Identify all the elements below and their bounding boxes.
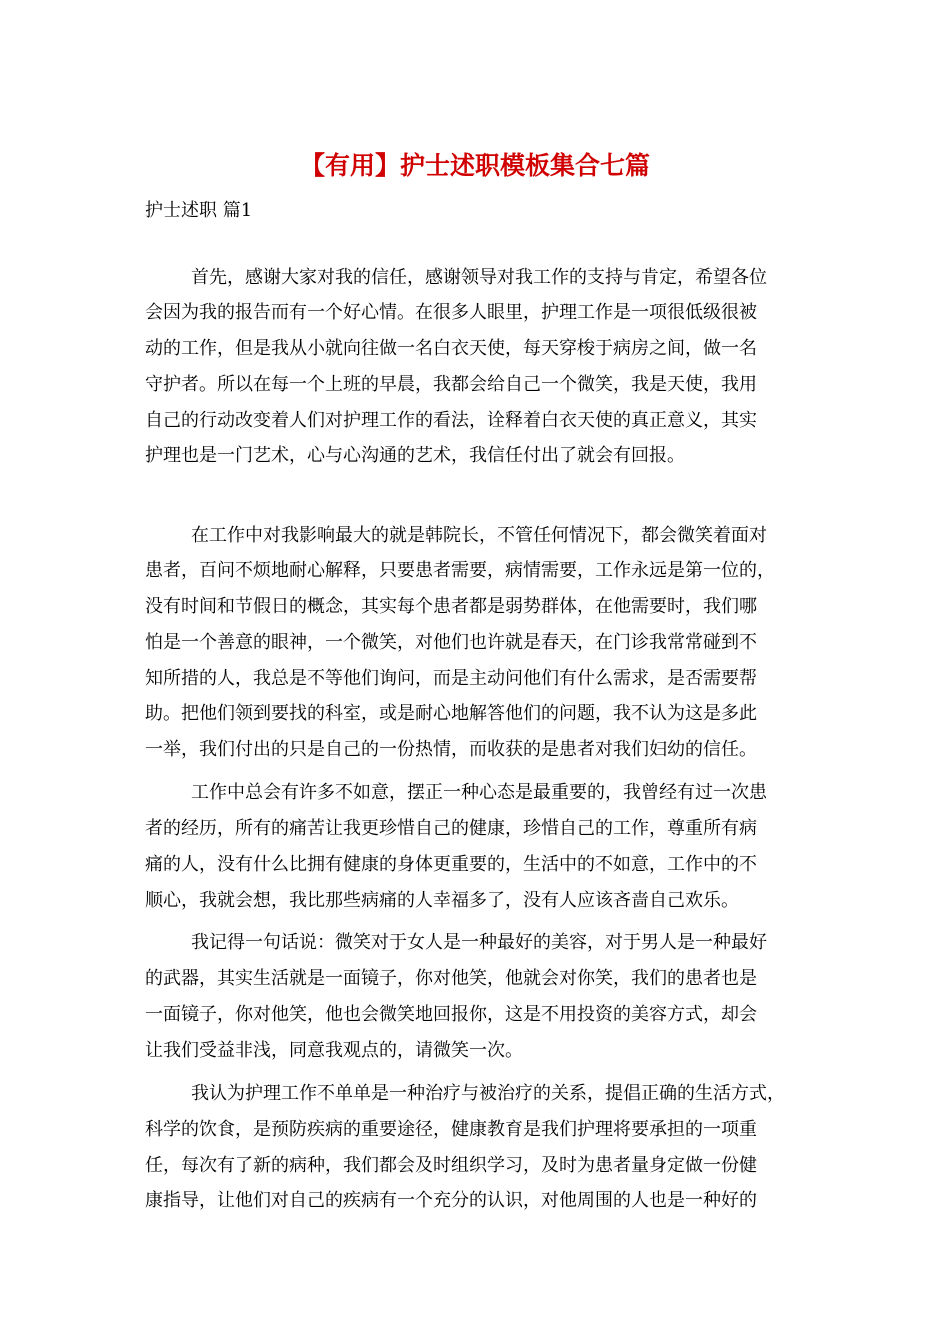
paragraph-line: 任，每次有了新的病种，我们都会及时组织学习，及时为患者量身定做一份健 (145, 1155, 757, 1176)
paragraph-line: 顺心，我就会想，我比那些病痛的人幸福多了，没有人应该吝啬自己欢乐。 (145, 890, 739, 911)
paragraph-line: 一举，我们付出的只是自己的一份热情，而收获的是患者对我们妇幼的信任。 (145, 739, 757, 760)
paragraph-line: 我认为护理工作不单单是一种治疗与被治疗的关系，提倡正确的生活方式， (191, 1083, 785, 1104)
section-heading: 护士述职 篇1 (145, 200, 253, 221)
paragraph-line: 怕是一个善意的眼神，一个微笑，对他们也许就是春天，在门诊我常常碰到不 (145, 632, 757, 653)
paragraph-line: 患者，百问不烦地耐心解释，只要患者需要，病情需要，工作永远是第一位的， (145, 560, 775, 581)
paragraph-line: 工作中总会有许多不如意，摆正一种心态是最重要的，我曾经有过一次患 (191, 782, 767, 803)
paragraph-line: 助。把他们领到要找的科室，或是耐心地解答他们的问题，我不认为这是多此 (145, 703, 757, 724)
paragraph-line: 首先，感谢大家对我的信任，感谢领导对我工作的支持与肯定，希望各位 (191, 267, 767, 288)
paragraph-line: 知所措的人，我总是不等他们询问，而是主动问他们有什么需求，是否需要帮 (145, 668, 757, 689)
paragraph-line: 会因为我的报告而有一个好心情。在很多人眼里，护理工作是一项很低级很被 (145, 302, 757, 323)
paragraph-line: 者的经历，所有的痛苦让我更珍惜自己的健康，珍惜自己的工作，尊重所有病 (145, 818, 757, 839)
paragraph-line: 康指导，让他们对自己的疾病有一个充分的认识，对他周围的人也是一种好的 (145, 1190, 757, 1211)
paragraph-line: 一面镜子，你对他笑，他也会微笑地回报你，这是不用投资的美容方式，却会 (145, 1004, 757, 1025)
paragraph-line: 的武器，其实生活就是一面镜子，你对他笑，他就会对你笑，我们的患者也是 (145, 968, 757, 989)
paragraph-line: 自己的行动改变着人们对护理工作的看法，诠释着白衣天使的真正意义，其实 (145, 410, 757, 431)
paragraph-line: 守护者。所以在每一个上班的早晨，我都会给自己一个微笑，我是天使，我用 (145, 374, 757, 395)
paragraph-line: 我记得一句话说：微笑对于女人是一种最好的美容，对于男人是一种最好 (191, 932, 767, 953)
paragraph-line: 在工作中对我影响最大的就是韩院长，不管任何情况下，都会微笑着面对 (191, 525, 767, 546)
paragraph-line: 没有时间和节假日的概念，其实每个患者都是弱势群体，在他需要时，我们哪 (145, 596, 757, 617)
paragraph-line: 科学的饮食，是预防疾病的重要途径，健康教育是我们护理将要承担的一项重 (145, 1119, 757, 1140)
paragraph-line: 让我们受益非浅，同意我观点的，请微笑一次。 (145, 1040, 523, 1061)
document-title: 【有用】护士述职模板集合七篇 (299, 151, 650, 180)
paragraph-line: 动的工作，但是我从小就向往做一名白衣天使，每天穿梭于病房之间，做一名 (145, 338, 757, 359)
paragraph-line: 痛的人，没有什么比拥有健康的身体更重要的，生活中的不如意，工作中的不 (145, 854, 757, 875)
paragraph-line: 护理也是一门艺术，心与心沟通的艺术，我信任付出了就会有回报。 (145, 445, 685, 466)
